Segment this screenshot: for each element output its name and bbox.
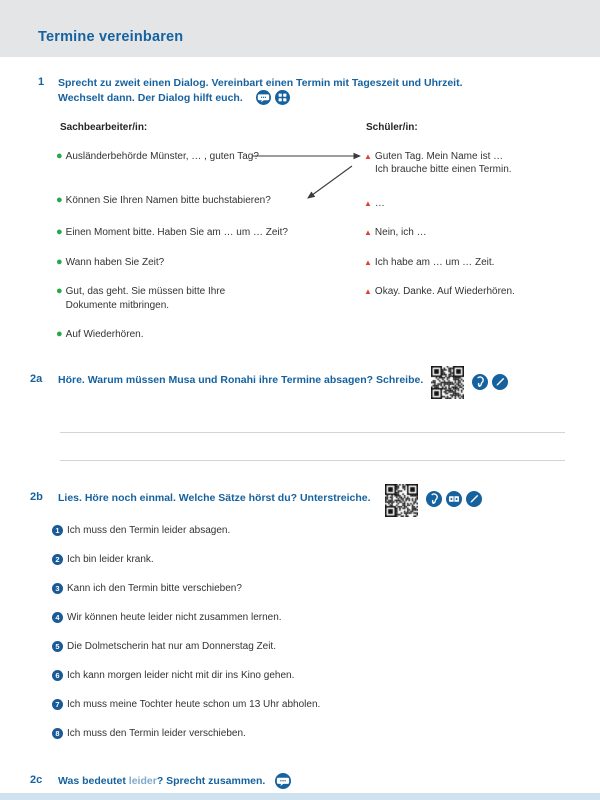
dialogue-right-line bbox=[364, 256, 584, 271]
exercise-2b-number: 2b bbox=[30, 491, 43, 503]
dialogue-column-right-heading: Schüler/in: bbox=[366, 122, 418, 133]
speech-bubble-icon[interactable] bbox=[275, 773, 291, 789]
read-book-icon[interactable] bbox=[446, 491, 462, 507]
answer-line[interactable] bbox=[60, 460, 565, 461]
dialogue-left-line bbox=[56, 194, 306, 208]
exercise-2c-instruction-part2: ? Sprecht zusammen. bbox=[156, 775, 266, 787]
speech-bubble-icon[interactable] bbox=[256, 90, 271, 105]
list-item-number: 1 bbox=[52, 525, 63, 536]
exercise-2c-keyword: leider bbox=[128, 775, 157, 787]
dialogue-right-line-continued: Ich brauche bitte einen Termin. bbox=[375, 164, 512, 175]
exercise-2a-number: 2a bbox=[30, 373, 43, 385]
list-item[interactable] bbox=[52, 583, 242, 594]
exercise-1-number: 1 bbox=[38, 76, 45, 88]
list-item-text: Ich muss den Termin leider absagen. bbox=[67, 525, 231, 536]
qr-code-icon[interactable] bbox=[431, 366, 464, 399]
listen-ear-icon[interactable] bbox=[472, 374, 488, 390]
exercise-2c-instruction bbox=[58, 774, 358, 789]
list-item[interactable] bbox=[52, 641, 276, 652]
list-item[interactable] bbox=[52, 554, 154, 565]
list-item-text: Ich muss den Termin leider verschieben. bbox=[67, 728, 246, 739]
list-item-number: 8 bbox=[52, 728, 63, 739]
bullet-green-icon: ● bbox=[56, 150, 63, 162]
bullet-red-icon: ▲ bbox=[364, 287, 372, 296]
list-item-number: 7 bbox=[52, 699, 63, 710]
list-item-text: Ich bin leider krank. bbox=[67, 554, 154, 565]
dialogue-left-line-text: Wann haben Sie Zeit? bbox=[65, 257, 165, 268]
bullet-green-icon: ● bbox=[56, 194, 63, 206]
dialogue-right-line bbox=[364, 226, 584, 241]
page-footer-band bbox=[0, 793, 600, 800]
write-pencil-icon[interactable] bbox=[466, 491, 482, 507]
write-pencil-icon[interactable] bbox=[492, 374, 508, 390]
list-item-text: Ich kann morgen leider nicht mit dir ins Kino gehen. bbox=[67, 670, 295, 681]
dialogue-right-line-text: Okay. Danke. Auf Wiederhören. bbox=[374, 286, 515, 297]
list-item[interactable] bbox=[52, 728, 246, 739]
list-item-number: 6 bbox=[52, 670, 63, 681]
bullet-red-icon: ▲ bbox=[364, 228, 372, 237]
bullet-green-icon: ● bbox=[56, 285, 63, 297]
dialogue-left-line bbox=[56, 256, 306, 270]
dialogue-left-line-text: Einen Moment bitte. Haben Sie am … um … Zeit? bbox=[65, 227, 288, 238]
qr-code-icon[interactable] bbox=[385, 484, 418, 517]
listen-ear-icon[interactable] bbox=[426, 491, 442, 507]
list-item-number: 3 bbox=[52, 583, 63, 594]
list-item[interactable] bbox=[52, 670, 294, 681]
dialogue-right-line-text: Ich habe am … um … Zeit. bbox=[374, 257, 495, 268]
dialogue-right-line-text: Guten Tag. Mein Name ist … bbox=[374, 151, 504, 162]
list-item[interactable] bbox=[52, 525, 230, 536]
exercise-1-icon-row bbox=[256, 90, 290, 105]
dialogue-left-line-text: Auf Wiederhören. bbox=[65, 329, 144, 340]
list-item-number: 2 bbox=[52, 554, 63, 565]
dialogue-left-line-text: Gut, das geht. Sie müssen bitte Ihre Dokumente mitbringen. bbox=[65, 286, 226, 311]
dialogue-left-line bbox=[56, 328, 306, 342]
bullet-red-icon: ▲ bbox=[364, 258, 372, 267]
bullet-red-icon: ▲ bbox=[364, 152, 372, 161]
dialogue-left-line-text: Können Sie Ihren Namen bitte buchstabieren? bbox=[65, 195, 271, 206]
dialogue-left-line bbox=[56, 150, 276, 164]
exercise-2c-icon-row bbox=[275, 773, 291, 789]
exercise-1-instruction-line-1: Sprecht zu zweit einen Dialog. Vereinbart einen Termin mit Tageszeit und Uhrzeit. bbox=[58, 77, 463, 89]
list-item[interactable] bbox=[52, 699, 320, 710]
dialogue-left-line bbox=[56, 285, 281, 312]
exercise-2a-instruction: Höre. Warum müssen Musa und Ronahi ihre Termine absagen? Schreibe. bbox=[58, 374, 424, 386]
dialogue-left-line-text: Ausländerbehörde Münster, … , guten Tag? bbox=[65, 151, 259, 162]
exercise-2c-number: 2c bbox=[30, 774, 43, 786]
exercise-2a-icon-row bbox=[472, 374, 508, 390]
exercise-2b-instruction: Lies. Höre noch einmal. Welche Sätze hörst du? Unterstreiche. bbox=[58, 492, 371, 504]
dialogue-right-line bbox=[364, 197, 584, 212]
list-item-text: Wir können heute leider nicht zusammen lernen. bbox=[67, 612, 282, 623]
list-item-number: 5 bbox=[52, 641, 63, 652]
partner-work-icon[interactable] bbox=[275, 90, 290, 105]
list-item-text: Kann ich den Termin bitte verschieben? bbox=[67, 583, 242, 594]
bullet-red-icon: ▲ bbox=[364, 199, 372, 208]
bullet-green-icon: ● bbox=[56, 256, 63, 268]
list-item-text: Ich muss meine Tochter heute schon um 13 Uhr abholen. bbox=[67, 699, 321, 710]
exercise-1-instruction-line-2: Wechselt dann. Der Dialog hilft euch. bbox=[58, 92, 243, 104]
dialogue-right-line bbox=[364, 285, 594, 300]
dialogue-column-left-heading: Sachbearbeiter/in: bbox=[60, 122, 148, 133]
list-item-text: Die Dolmetscherin hat nur am Donnerstag Zeit. bbox=[67, 641, 276, 652]
answer-line[interactable] bbox=[60, 432, 565, 433]
dialogue-left-line bbox=[56, 226, 306, 240]
bullet-green-icon: ● bbox=[56, 226, 63, 238]
bullet-green-icon: ● bbox=[56, 328, 63, 340]
list-item-number: 4 bbox=[52, 612, 63, 623]
dialogue-right-line-text: Nein, ich … bbox=[374, 227, 427, 238]
page-title: Termine vereinbaren bbox=[38, 29, 184, 45]
dialogue-right-line-text: … bbox=[374, 198, 385, 209]
exercise-2b-icon-row bbox=[426, 491, 482, 507]
exercise-2c-instruction-part1: Was bedeutet bbox=[58, 775, 129, 787]
list-item[interactable] bbox=[52, 612, 282, 623]
